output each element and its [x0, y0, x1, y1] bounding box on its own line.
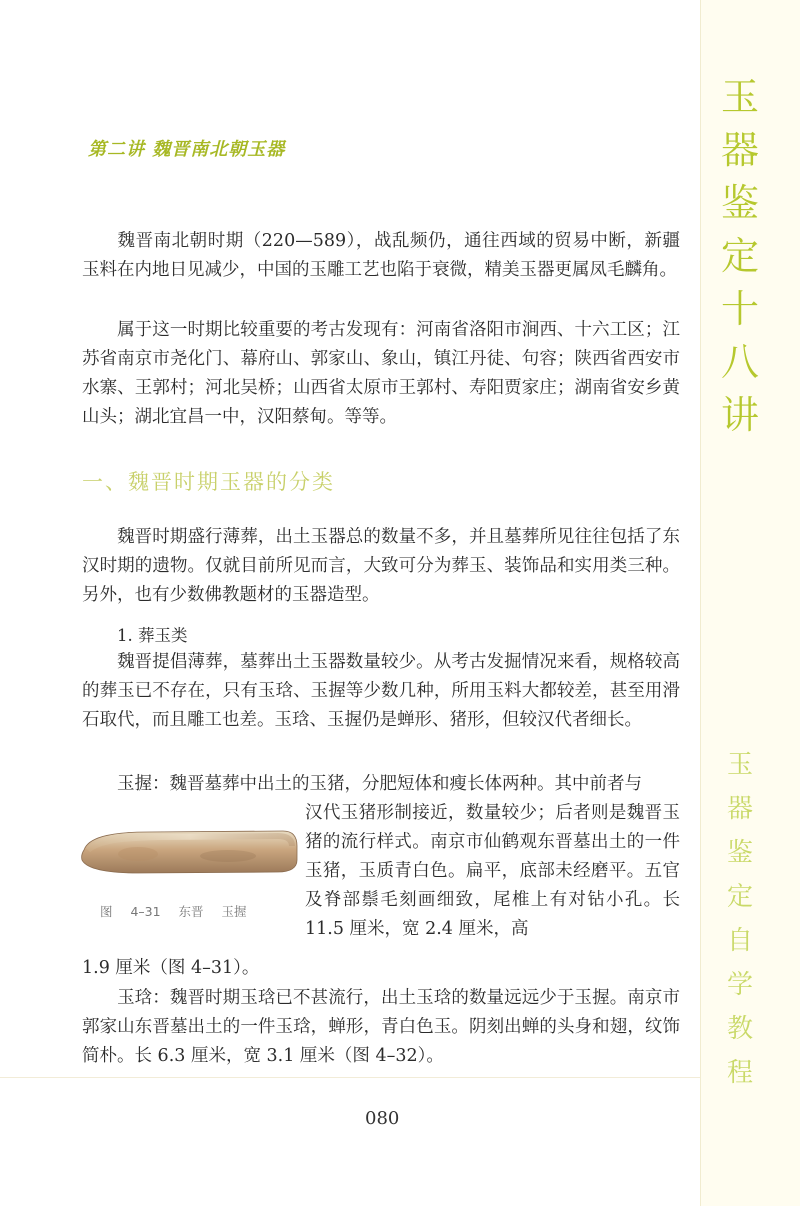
body-text: 玉琀：魏晋时期玉琀已不甚流行，出土玉琀的数量远远少于玉握。南京市郭家山东晋墓出土的一件玉琀，蝉形，青白色玉。阴刻出蝉的头身和翅，纹饰简朴。长 6.3 厘米，宽 3.1 厘米（图 4–32）。 — [82, 988, 680, 1066]
series-subtitle-char: 自 — [726, 926, 753, 956]
series-title-char: 器 — [720, 128, 759, 172]
body-paragraph-tail — [82, 954, 680, 983]
page-number: 080 — [365, 1108, 400, 1129]
footer-rule — [0, 1077, 700, 1078]
body-paragraph — [82, 770, 680, 799]
series-subtitle-char: 学 — [726, 970, 753, 1000]
subheading: 1. 葬玉类 — [117, 626, 188, 645]
series-subtitle-char: 鉴 — [726, 838, 753, 868]
jade-pig-image — [78, 826, 300, 878]
section-title: 一、魏晋时期玉器的分类 — [82, 470, 335, 494]
series-title-char: 讲 — [720, 393, 759, 437]
series-title-char: 鉴 — [720, 181, 759, 225]
series-subtitle-char: 玉 — [726, 750, 753, 780]
series-subtitle-char: 器 — [726, 794, 753, 824]
intro-paragraph — [82, 316, 680, 432]
body-paragraph-wrap — [305, 799, 680, 944]
body-text: 1.9 厘米（图 4–31）。 — [82, 958, 260, 978]
series-title-char: 定 — [720, 234, 759, 278]
body-paragraph — [82, 523, 680, 610]
series-subtitle-vertical — [724, 752, 756, 1104]
lecture-title: 第二讲 魏晋南北朝玉器 — [88, 139, 286, 160]
intro-text-1: 魏晋南北朝时期（220—589），战乱频仍，通往西域的贸易中断，新疆玉料在内地日见减少，中国的玉雕工艺也陷于衰微，精美玉器更属凤毛麟角。 — [82, 231, 680, 280]
series-title-vertical — [718, 75, 762, 449]
body-text: 魏晋时期盛行薄葬，出土玉器总的数量不多，并且墓葬所见往往包括了东汉时期的遗物。仅就目前所见而言，大致可分为葬玉、装饰品和实用类三种。另外，也有少数佛教题材的玉器造型。 — [82, 527, 680, 605]
series-title-char: 八 — [720, 340, 759, 384]
series-subtitle-char: 教 — [726, 1014, 753, 1044]
body-text: 魏晋提倡薄葬，墓葬出土玉器数量较少。从考古发掘情况来看，规格较高的葬玉已不存在，只有玉琀、玉握等少数几种，所用玉料大都较差，甚至用滑石取代，而且雕工也差。玉琀、玉握仍是蝉形、猪形，但较汉代者细长。 — [82, 652, 680, 730]
series-title-char: 十 — [720, 287, 759, 331]
body-paragraph — [82, 648, 680, 735]
series-subtitle-char: 定 — [726, 882, 753, 912]
intro-text-2: 属于这一时期比较重要的考古发现有：河南省洛阳市涧西、十六工区；江苏省南京市尧化门、幕府山、郭家山、象山，镇江丹徒、句容；陕西省西安市水寨、王郭村；河北吴桥；山西省太原市王郭村、寿阳贾家庄；湖南省安乡黄山头；湖北宜昌一中，汉阳蔡甸。等等。 — [82, 320, 680, 427]
series-title-char: 玉 — [720, 75, 759, 119]
figure-caption: 图 4–31 东晋 玉握 — [100, 904, 247, 919]
intro-paragraph — [82, 227, 680, 285]
body-paragraph — [82, 984, 680, 1071]
series-subtitle-char: 程 — [726, 1058, 753, 1088]
body-text: 汉代玉猪形制接近，数量较少；后者则是魏晋玉猪的流行样式。南京市仙鹤观东晋墓出土的一件玉猪，玉质青白色。扁平，底部未经磨平。五官及脊部鬃毛刻画细致，尾椎上有对钻小孔。长 11.5 厘米，宽 2.4 厘米，高 — [305, 803, 680, 939]
body-text: 玉握：魏晋墓葬中出土的玉猪，分肥短体和瘦长体两种。其中前者与 — [117, 774, 642, 794]
